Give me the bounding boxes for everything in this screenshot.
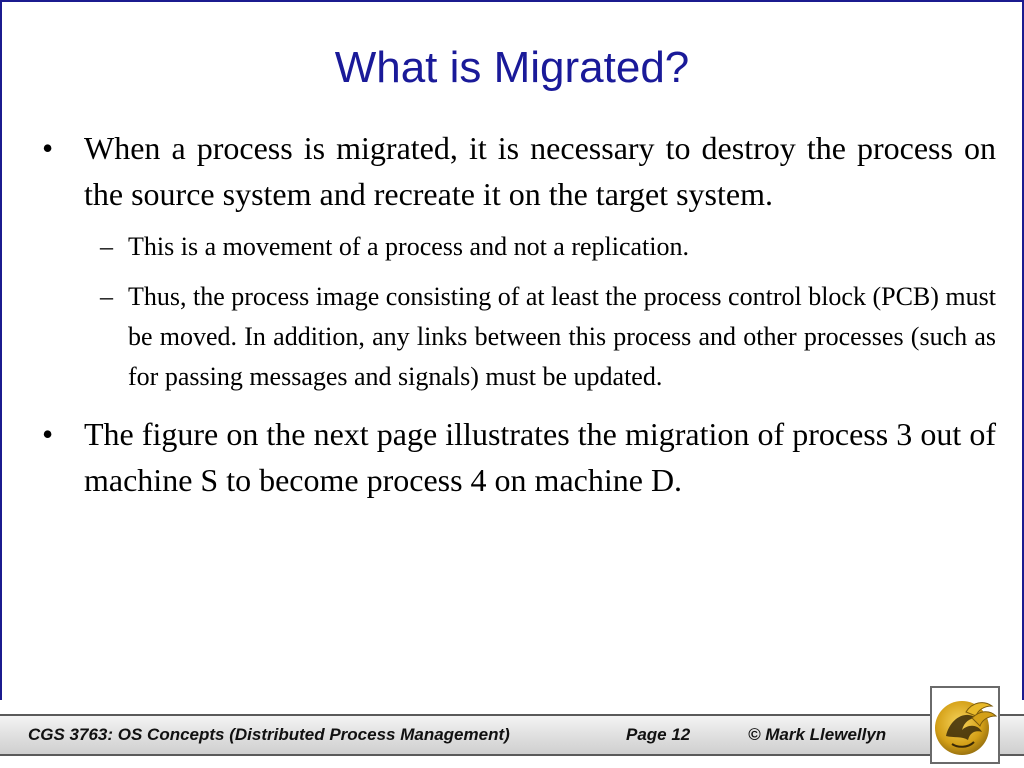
bullet-mark: • — [42, 130, 54, 166]
footer-page-number: Page 12 — [626, 725, 691, 744]
footer-course: CGS 3763: OS Concepts (Distributed Process Management) — [28, 725, 510, 744]
bullet-item — [38, 125, 996, 217]
sub-bullet-mark: – — [100, 282, 113, 311]
slide-content — [38, 125, 996, 503]
bullet-text: The figure on the next page illustrates the migration of process 3 out of machine S to become process 4 on machine D. — [84, 416, 996, 498]
bullet-text: When a process is migrated, it is necessary to destroy the process on the source system and recreate it on the target system. — [84, 130, 996, 212]
sub-bullet-item — [38, 277, 996, 397]
bullet-mark: • — [42, 416, 54, 452]
sub-bullet-mark: – — [100, 232, 113, 261]
bullet-item — [38, 411, 996, 503]
sub-bullet-text: Thus, the process image consisting of at least the process control block (PCB) must be moved. In addition, any links between this process and other processes (such as for passing messages and signals) must be updated. — [128, 282, 996, 391]
sub-bullet-item — [38, 227, 996, 267]
slide-title: What is Migrated? — [334, 43, 690, 92]
sub-bullet-text: This is a movement of a process and not a replication. — [128, 232, 690, 261]
logo-graphic — [932, 688, 998, 762]
footer-copyright: © Mark Llewellyn — [748, 725, 887, 744]
ucf-pegasus-logo-icon — [930, 686, 1000, 764]
